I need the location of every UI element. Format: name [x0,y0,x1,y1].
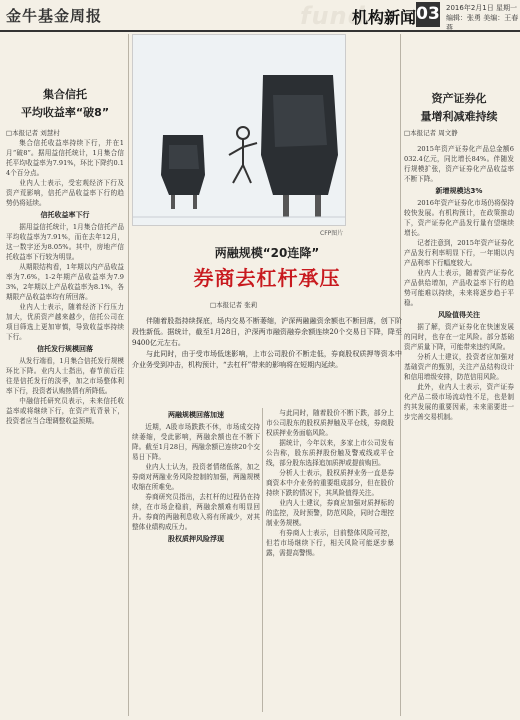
right-article-body [404,144,514,714]
left-article-title-line1: 集合信托 [43,88,87,101]
paragraph: 业内人士建议，券商应加强对质押标的的监控，及时预警，防范风险，同时合理控制业务规模。 [266,499,394,527]
lead-paragraph: 与此同时，由于受市场低迷影响，上市公司股价不断走低，券商股权质押等资本中介业务受到冲击，机构预计，“去杠杆”带来的影响将在短期内延续。 [132,350,402,369]
paragraph: 券商研究员指出，去杠杆的过程仍在持续，在市场企稳前，两融余额难有明显回升。券商的两融利息收入将有所减少，对其整体业绩构成压力。 [132,493,260,531]
paragraph: 分析人士建议，投资者应加强对基础资产的甄别，关注产品结构设计和信用增级安排，防范信用风险。 [404,353,514,381]
center-article-headline: 券商去杠杆承压 [193,266,341,290]
page-number: 03 [416,2,440,27]
paragraph: 与此同时，随着股价不断下跌，部分上市公司股东的股权质押触及平仓线，券商股权质押业务面临风险。 [266,409,394,437]
subheading: 风险值得关注 [438,311,480,319]
paragraph: 记者注意到，2015年资产证券化产品发行利率明显下行，一年期以内产品利率下行幅度较大。 [404,239,514,267]
brand-title: 金牛基金周报 [6,7,103,25]
paragraph: 据统计，今年以来，多家上市公司发布公告称，股东质押股份触及警戒线或平仓线，部分股东选择追加质押或提前购回。 [266,439,394,467]
center-article-column-2 [266,408,394,714]
paragraph: 业内人士表示，随着经济下行压力加大，优质资产越来越少，信托公司在项目筛选上更加审慎，导致收益率持续下行。 [6,303,124,341]
paragraph: 业内人士表示，受宏观经济下行及资产荒影响，信托产品收益率下行的趋势仍将延续。 [6,179,124,207]
left-article-byline: □本报记者 刘慧村 [6,129,60,137]
photo-credit: CFP图片 [320,230,344,237]
paragraph: 据用益信托统计，1月集合信托产品平均收益率为7.91%，而在去年12月，这一数字还为8.05%。其中，房地产信托收益率下行较为明显。 [6,223,124,261]
paragraph: 2015年资产证券化产品总金额6032.4亿元，同比增长84%。伴随发行规模扩张，资产证券化产品收益率不断下降。 [404,145,514,183]
column-divider [262,408,263,712]
right-article-byline: □本报记者 周文静 [404,129,458,137]
photo-image [133,35,345,225]
right-article-title-line1: 资产证券化 [431,92,487,105]
subheading: 股权质押风险浮现 [168,535,224,543]
paragraph: 据了解，资产证券化在快速发展的同时，也存在一定风险。部分基础资产质量下降，可能带来违约风险。 [404,323,514,351]
paragraph: 从发行端看，1月集合信托发行规模环比下降。业内人士指出，春节前后往往是信托发行的淡季，加之市场整体利率下行，投资者认购热情有所降低。 [6,357,124,395]
subheading: 两融规模回落加速 [168,411,224,419]
paragraph: 集合信托收益率持续下行，并在1月“破8”。据用益信托统计，1月集合信托平均收益率为7.91%，环比下降约0.14个百分点。 [6,139,124,177]
paragraph: 从期限结构看，1年期以内产品收益率为7.6%，1-2年期产品收益率为7.93%，2年期以上产品收益率为8.1%，各期限产品收益率均有所回落。 [6,263,124,301]
paragraph: 中融信托研究员表示，未来信托收益率或将继续下行，在资产荒背景下，投资者应当合理调整收益预期。 [6,397,124,425]
center-article-byline: □本报记者 张莉 [210,301,258,309]
paragraph: 业内人士认为，投资者情绪低落，加之券商对两融业务风险控制的加强，两融规模收缩在所难免。 [132,463,260,491]
masthead [0,0,520,32]
paragraph: 业内人士表示，随着资产证券化产品供给增加，产品收益率下行的趋势可能难以持续，未来将逐步趋于平稳。 [404,269,514,307]
header-meta [446,3,520,33]
paragraph: 有券商人士表示，目前整体风险可控，但若市场继续下行，相关风险可能逐步暴露，需提高警惕。 [266,529,394,557]
section-title: 机构新闻 [352,8,417,27]
editor-line: 编辑：张勇 美编：王春燕 [446,14,519,32]
column-divider [128,34,129,716]
left-article-title-line2: 平均收益率“破8” [20,106,110,119]
left-article-body [6,138,124,712]
paragraph: 此外，业内人士表示，资产证券化产品二级市场流动性不足，也是制约其发展的重要因素，未来需要进一步完善交易机制。 [404,383,514,421]
lead-paragraph: 伴随着股指持续探底，场内交易不断萎缩，沪深两融融资余额也不断回落，创下阶段性新低。据统计，截至1月28日，沪深两市融资融券余额连续20个交易日下降，降至9400亿元左右。 [132,317,402,347]
right-article-title-line2: 量增利减难持续 [420,110,498,123]
subheading: 信托发行规模回落 [37,345,93,353]
subheading: 信托收益率下行 [40,211,90,219]
subheading: 新增规模达3% [435,187,483,195]
date-line: 2016年2月1日 星期一 [446,4,517,12]
brand-watermark: fund [300,2,366,30]
center-article-column-1 [132,408,260,714]
center-article-lead [132,316,402,406]
news-photo [132,34,346,226]
paragraph: 近期，A股市场跌跌不休，市场成交持续萎缩，受此影响，两融余额也在不断下降。截至1月28日，两融余额已连续20个交易日下降。 [132,423,260,461]
paragraph: 分析人士表示，股权质押业务一直是券商资本中介业务的重要组成部分，但在股价持续下跌的情况下，其风险值得关注。 [266,469,394,497]
paragraph: 2016年资产证券化市场仍将保持较快发展。有机构预计，在政策推动下，资产证券化产品发行量有望继续增长。 [404,199,514,237]
center-article-kicker: 两融规模“20连降” [214,246,320,260]
